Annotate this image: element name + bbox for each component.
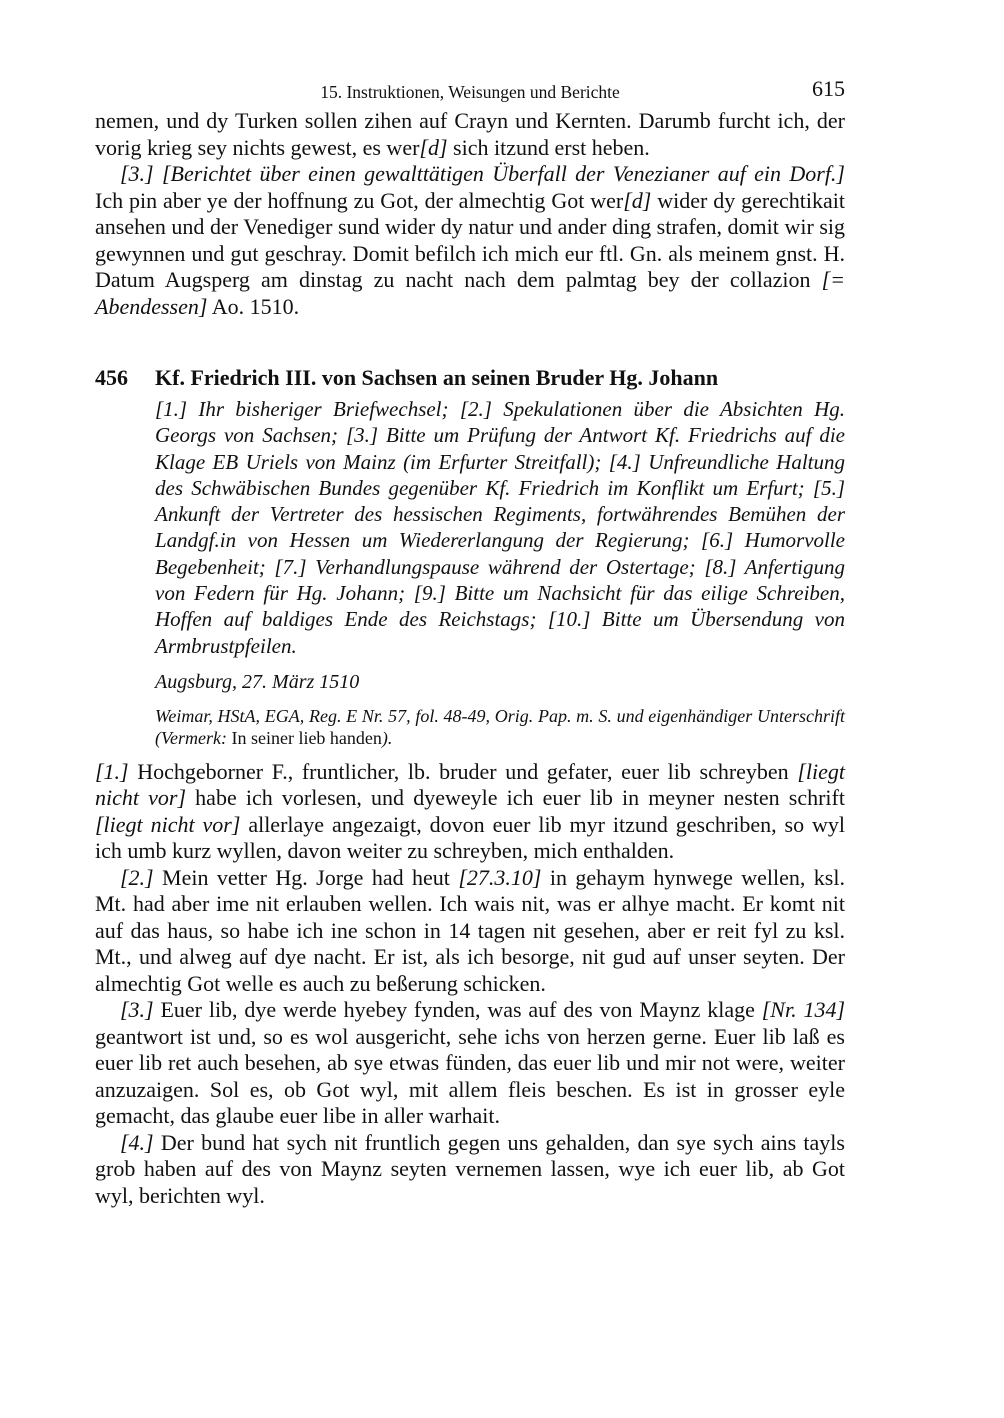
section-marker: [1.]	[95, 758, 129, 784]
section-marker: [4.]	[120, 1129, 154, 1155]
text: Hochgeborner F., fruntlicher, lb. bruder und gefater, euer lib schreyben	[128, 758, 798, 784]
text: Ao. 1510.	[207, 293, 300, 319]
prev-doc-paragraph	[95, 108, 845, 161]
text: nemen, und dy Turken sollen zihen auf Crayn und Kernten. Darumb furcht ich, der vorig krieg sey nichts gewest, es wer	[95, 108, 845, 160]
prev-doc-paragraph	[95, 161, 845, 320]
page-number: 615	[812, 76, 845, 101]
text: geantwort ist und, so es wol ausgericht, sehe ichs von herzen gerne. Euer lib laß es euer lib ret auch besehen, ab sye etwas fünden, das euer lib und mir not were, weiter anzuzaigen. Sol es, ob Got wyl, mit allem fleis beschen. Es ist in grosser eyle gemacht, das glaube euer libe in aller warhait.	[95, 1023, 845, 1129]
text: wider dy gerechtikait ansehen und der Venediger sund wider dy natur und ander ding strafen, domit wir sig gewynnen und gut geschray. Domit befilch ich mich eur ftl. Gn. als meinem gnst. H. Datum Augsperg am dinstag zu nacht nach dem palmtag bey der collazion	[95, 187, 845, 292]
document-heading	[95, 364, 845, 392]
editorial-note: [d]	[623, 187, 652, 213]
body-paragraph	[95, 997, 845, 1130]
text: Ich pin aber ye der hoffnung zu Got, der almechtig Got wer	[95, 187, 624, 213]
body-paragraph	[95, 865, 845, 998]
editorial-note: [3.] [Berichtet über einen gewalttätigen Überfall der Venezianer auf ein Dorf.]	[120, 161, 845, 186]
section-marker: [2.]	[120, 864, 154, 890]
source-text: Weimar, HStA, EGA, Reg. E Nr. 57, fol. 48-49, Orig. Pap. m. S. und eigenhändiger Unterschrift (Vermerk:	[155, 705, 845, 748]
page	[95, 74, 845, 1209]
page-header	[95, 74, 845, 108]
text: sich itzund erst heben.	[447, 134, 650, 160]
text: Euer lib, dye werde hyebey fynden, was auf des von Maynz klage	[153, 997, 762, 1023]
source-upright: In seiner lieb handen	[231, 727, 382, 748]
editorial-note: [27.3.10]	[458, 864, 542, 890]
text: habe ich vorlesen, und dyeweyle ich euer lib in meyner nesten schrift	[186, 785, 845, 811]
place-date: Augsburg, 27. März 1510	[155, 670, 360, 693]
text: allerlaye angezaigt, dovon euer lib myr itzund geschriben, so wyl ich umb kurz wyllen, davon weiter zu schreyben, mich enthalden.	[95, 811, 845, 864]
editorial-note: [d]	[419, 134, 448, 160]
editorial-note: [liegt nicht vor]	[95, 811, 241, 837]
running-head: 15. Instruktionen, Weisungen und Berichte	[320, 82, 620, 102]
source-note	[155, 705, 845, 749]
text: in gehaym hynwege wellen, ksl. Mt. had aber ime nit erlauben wellen. Ich wais nit, was er alhye macht. Er komt nit auf das haus, so habe ich ine schon in 14 tagen nit gesehen, aber er reit fyl zu ksl. Mt., und alweg auf dye nacht. Er ist, als ich besorge, nit gud auf unser seyten. Der almechtig Got welle es auch zu beßerung schicken.	[95, 864, 845, 996]
section-marker: [3.]	[120, 997, 154, 1023]
document-number: 456	[95, 365, 128, 390]
editorial-note: [Nr. 134]	[761, 997, 846, 1023]
body-paragraph	[95, 1130, 845, 1210]
document-regest: [1.] Ihr bisheriger Briefwechsel; [2.] Spekulationen über die Absichten Hg. Georgs von Sachsen; [3.] Bitte um Prüfung der Antwort Kf. Friedrichs auf die Klage EB Uriels von Mainz (im Erfurter Streitfall); [4.] Unfreundliche Haltung des Schwäbischen Bundes gegenüber Kf. Friedrich im Konflikt um Erfurt; [5.] Ankunft der Vertreter des hessischen Regiments, fortwährendes Bemühen der Landgf.in von Hessen um Wiedererlangung der Regierung; [6.] Humorvolle Begebenheit; [7.] Verhandlungspause während der Ostertage; [8.] Anfertigung von Federn für Hg. Johann; [9.] Bitte um Nachsicht für das eilige Schreiben, Hoffen auf baldiges Ende des Reichstags; [10.] Bitte um Übersendung von Armbrustpfeilen.	[155, 397, 845, 658]
body-paragraph	[95, 759, 845, 865]
text: Der bund hat sych nit fruntlich gegen uns gehalden, dan sye sych ains tayls grob haben auf des von Maynz seyten vernemen lassen, wye ich euer lib, ab Got wyl, berichten wyl.	[95, 1129, 845, 1208]
editorial-note: [liegt nicht vor]	[95, 758, 845, 811]
editorial-note: [= Abendessen]	[95, 267, 845, 319]
source-end: ).	[381, 727, 393, 748]
text: Mein vetter Hg. Jorge had heut	[153, 864, 459, 890]
document-title: Kf. Friedrich III. von Sachsen an seinen Bruder Hg. Johann	[155, 365, 719, 390]
